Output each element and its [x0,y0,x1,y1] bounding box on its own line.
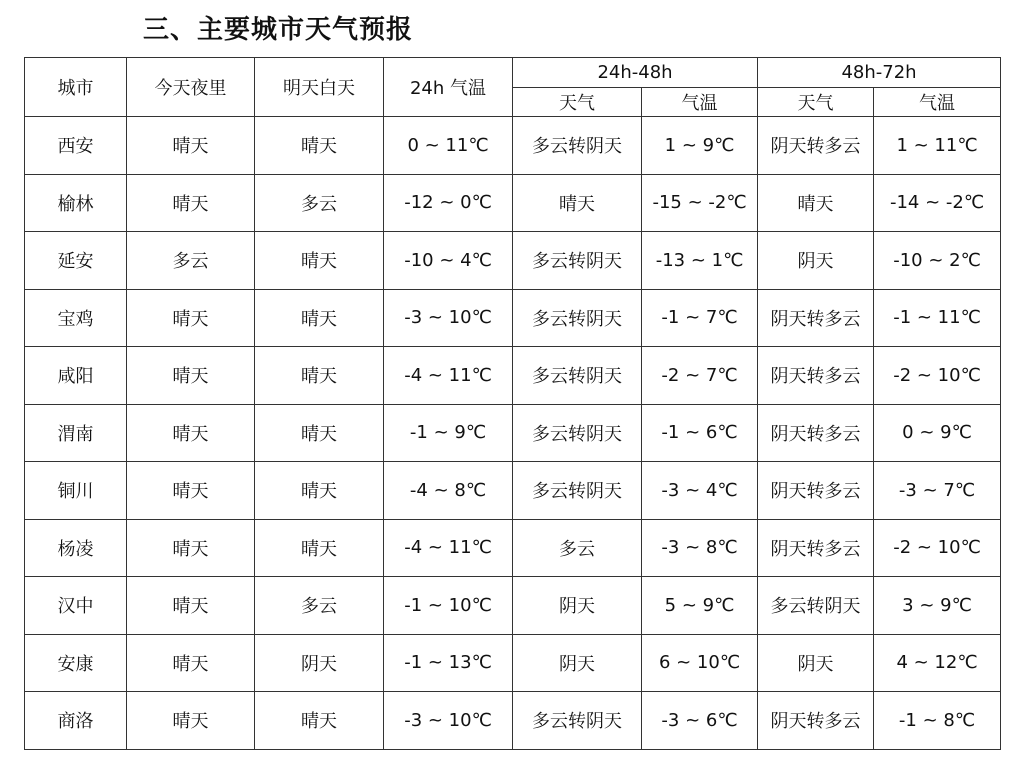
cell-weather-48h: 多云转阴天 [513,692,642,750]
cell-weather-48h: 阴天 [513,577,642,635]
table-row [25,634,1001,692]
cell-temp-48h: -2 ~ 7℃ [642,347,758,405]
header-temp-48h: 气温 [642,88,758,117]
cell-temp-72h: 0 ~ 9℃ [874,404,1001,462]
cell-tonight: 晴天 [127,577,255,635]
header-weather-72h: 天气 [758,88,874,117]
cell-temp-72h: -14 ~ -2℃ [874,174,1001,232]
cell-tomorrow-day: 晴天 [255,347,384,405]
cell-temp-24h: -1 ~ 10℃ [384,577,513,635]
header-tomorrow-day: 明天白天 [255,58,384,117]
cell-city: 咸阳 [25,347,127,405]
cell-temp-72h: 4 ~ 12℃ [874,634,1001,692]
cell-city: 西安 [25,117,127,175]
cell-city: 铜川 [25,462,127,520]
header-group-24-48h: 24h-48h [513,58,758,88]
table-body [25,117,1001,750]
cell-temp-72h: -1 ~ 11℃ [874,289,1001,347]
cell-tomorrow-day: 多云 [255,174,384,232]
cell-tomorrow-day: 晴天 [255,232,384,290]
page-title: 三、主要城市天气预报 [143,15,414,45]
table-row [25,462,1001,520]
cell-temp-24h: -4 ~ 8℃ [384,462,513,520]
cell-city: 榆林 [25,174,127,232]
table-row [25,347,1001,405]
cell-temp-24h: -12 ~ 0℃ [384,174,513,232]
cell-tomorrow-day: 晴天 [255,404,384,462]
cell-weather-48h: 多云转阴天 [513,347,642,405]
cell-temp-24h: -3 ~ 10℃ [384,289,513,347]
cell-weather-48h: 多云转阴天 [513,232,642,290]
cell-tonight: 晴天 [127,347,255,405]
cell-weather-48h: 阴天 [513,634,642,692]
cell-tomorrow-day: 晴天 [255,462,384,520]
cell-weather-72h: 阴天 [758,232,874,290]
cell-temp-24h: -4 ~ 11℃ [384,347,513,405]
table-row [25,289,1001,347]
cell-temp-24h: 0 ~ 11℃ [384,117,513,175]
cell-city: 渭南 [25,404,127,462]
header-tonight: 今天夜里 [127,58,255,117]
cell-weather-48h: 多云转阴天 [513,404,642,462]
cell-weather-72h: 阴天转多云 [758,289,874,347]
cell-temp-48h: -3 ~ 4℃ [642,462,758,520]
cell-temp-48h: -3 ~ 6℃ [642,692,758,750]
cell-temp-48h: -1 ~ 6℃ [642,404,758,462]
cell-temp-24h: -4 ~ 11℃ [384,519,513,577]
cell-city: 商洛 [25,692,127,750]
cell-weather-72h: 多云转阴天 [758,577,874,635]
table-row [25,519,1001,577]
cell-tonight: 晴天 [127,117,255,175]
cell-weather-48h: 多云转阴天 [513,117,642,175]
table-row [25,232,1001,290]
cell-tonight: 晴天 [127,634,255,692]
cell-tomorrow-day: 晴天 [255,289,384,347]
cell-weather-72h: 阴天转多云 [758,117,874,175]
cell-weather-72h: 阴天转多云 [758,519,874,577]
cell-temp-24h: -1 ~ 9℃ [384,404,513,462]
cell-weather-72h: 阴天转多云 [758,404,874,462]
forecast-table [24,57,1001,750]
cell-temp-48h: 6 ~ 10℃ [642,634,758,692]
cell-temp-48h: -15 ~ -2℃ [642,174,758,232]
cell-temp-48h: -3 ~ 8℃ [642,519,758,577]
cell-weather-48h: 多云 [513,519,642,577]
cell-city: 安康 [25,634,127,692]
table-row [25,174,1001,232]
cell-tonight: 晴天 [127,462,255,520]
cell-tonight: 晴天 [127,174,255,232]
cell-temp-48h: 1 ~ 9℃ [642,117,758,175]
cell-weather-72h: 阴天转多云 [758,462,874,520]
cell-tomorrow-day: 晴天 [255,692,384,750]
cell-city: 延安 [25,232,127,290]
cell-weather-72h: 阴天 [758,634,874,692]
cell-temp-72h: -1 ~ 8℃ [874,692,1001,750]
cell-temp-72h: -2 ~ 10℃ [874,519,1001,577]
cell-city: 杨凌 [25,519,127,577]
table-row [25,117,1001,175]
cell-weather-48h: 多云转阴天 [513,462,642,520]
cell-temp-24h: -10 ~ 4℃ [384,232,513,290]
cell-weather-72h: 阴天转多云 [758,692,874,750]
cell-weather-48h: 晴天 [513,174,642,232]
cell-tonight: 晴天 [127,404,255,462]
cell-temp-24h: -1 ~ 13℃ [384,634,513,692]
cell-temp-72h: -2 ~ 10℃ [874,347,1001,405]
cell-tomorrow-day: 晴天 [255,117,384,175]
cell-tonight: 多云 [127,232,255,290]
table-row [25,404,1001,462]
header-weather-48h: 天气 [513,88,642,117]
cell-temp-48h: -1 ~ 7℃ [642,289,758,347]
header-group-48-72h: 48h-72h [758,58,1001,88]
cell-city: 宝鸡 [25,289,127,347]
cell-city: 汉中 [25,577,127,635]
cell-temp-72h: -3 ~ 7℃ [874,462,1001,520]
header-city: 城市 [25,58,127,117]
cell-tomorrow-day: 晴天 [255,519,384,577]
cell-temp-72h: -10 ~ 2℃ [874,232,1001,290]
cell-temp-48h: 5 ~ 9℃ [642,577,758,635]
table-row [25,577,1001,635]
cell-weather-72h: 晴天 [758,174,874,232]
cell-temp-72h: 3 ~ 9℃ [874,577,1001,635]
cell-tomorrow-day: 多云 [255,577,384,635]
cell-tonight: 晴天 [127,519,255,577]
cell-temp-72h: 1 ~ 11℃ [874,117,1001,175]
header-temp-72h: 气温 [874,88,1001,117]
cell-tonight: 晴天 [127,289,255,347]
cell-weather-72h: 阴天转多云 [758,347,874,405]
table-row [25,692,1001,750]
cell-tonight: 晴天 [127,692,255,750]
header-temp-24h: 24h 气温 [384,58,513,117]
cell-temp-48h: -13 ~ 1℃ [642,232,758,290]
cell-temp-24h: -3 ~ 10℃ [384,692,513,750]
cell-tomorrow-day: 阴天 [255,634,384,692]
cell-weather-48h: 多云转阴天 [513,289,642,347]
